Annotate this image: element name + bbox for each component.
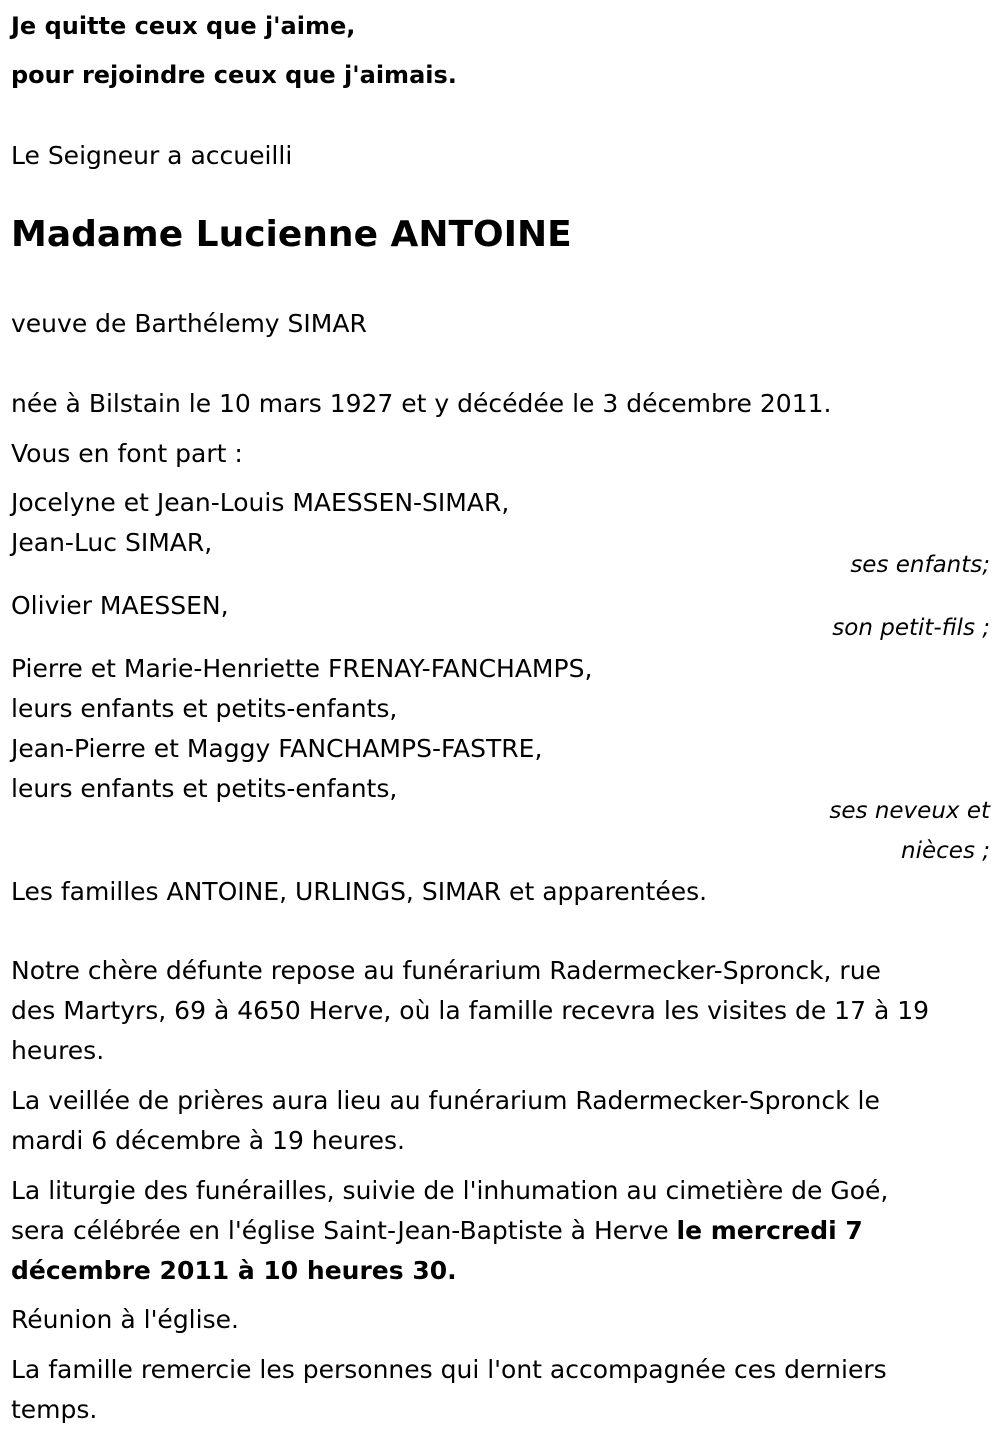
thanks-line-1: La famille remercie les personnes qui l'ont accompagnée ces derniers	[11, 1355, 887, 1384]
families-text: Les familles ANTOINE, URLINGS, SIMAR et apparentées.	[11, 877, 708, 906]
liturgy-date-bold: le mercredi 7	[676, 1216, 863, 1245]
rest-line-3: heures.	[11, 1036, 105, 1065]
announce-text: Vous en font part :	[11, 439, 243, 468]
nephews-line-4: leurs enfants et petits-enfants,	[11, 774, 398, 803]
liturgy-line-2-text: sera célébrée en l'église Saint-Jean-Baptiste à Herve	[11, 1216, 677, 1245]
epigraph-line-2: pour rejoindre ceux que j'aimais.	[11, 61, 457, 89]
nephews-role-line-1: ses neveux et	[829, 798, 990, 824]
rest-line-2: des Martyrs, 69 à 4650 Herve, où la famille recevra les visites de 17 à 19	[11, 996, 930, 1025]
birth-death-text: née à Bilstain le 10 mars 1927 et y décédée le 3 décembre 2011.	[11, 389, 832, 418]
children-line-1: Jocelyne et Jean-Louis MAESSEN-SIMAR,	[11, 488, 510, 517]
nephews-line-1: Pierre et Marie-Henriette FRENAY-FANCHAMPS,	[11, 654, 593, 683]
vigil-line-2: mardi 6 décembre à 19 heures.	[11, 1126, 405, 1155]
grandchild-role: son petit-fils ;	[832, 615, 990, 641]
spouse-text: veuve de Barthélemy SIMAR	[11, 309, 367, 338]
meeting-text: Réunion à l'église.	[11, 1305, 239, 1334]
nephews-role-line-2: nièces ;	[901, 838, 990, 864]
thanks-line-2: temps.	[11, 1395, 98, 1424]
children-line-2: Jean-Luc SIMAR,	[11, 528, 213, 557]
intro-text: Le Seigneur a accueilli	[11, 141, 293, 170]
nephews-line-2: leurs enfants et petits-enfants,	[11, 694, 398, 723]
children-role: ses enfants;	[850, 552, 990, 578]
rest-line-1: Notre chère défunte repose au funérarium Radermecker-Spronck, rue	[11, 956, 881, 985]
grandchild-line: Olivier MAESSEN,	[11, 591, 229, 620]
nephews-line-3: Jean-Pierre et Maggy FANCHAMPS-FASTRE,	[11, 734, 543, 763]
liturgy-line-1: La liturgie des funérailles, suivie de l'inhumation au cimetière de Goé,	[11, 1176, 889, 1205]
vigil-line-1: La veillée de prières aura lieu au funérarium Radermecker-Spronck le	[11, 1086, 880, 1115]
epigraph-line-1: Je quitte ceux que j'aime,	[11, 12, 356, 40]
liturgy-line-3: décembre 2011 à 10 heures 30.	[11, 1256, 457, 1285]
deceased-name: Madame Lucienne ANTOINE	[11, 214, 572, 255]
liturgy-line-2	[11, 1218, 863, 1243]
